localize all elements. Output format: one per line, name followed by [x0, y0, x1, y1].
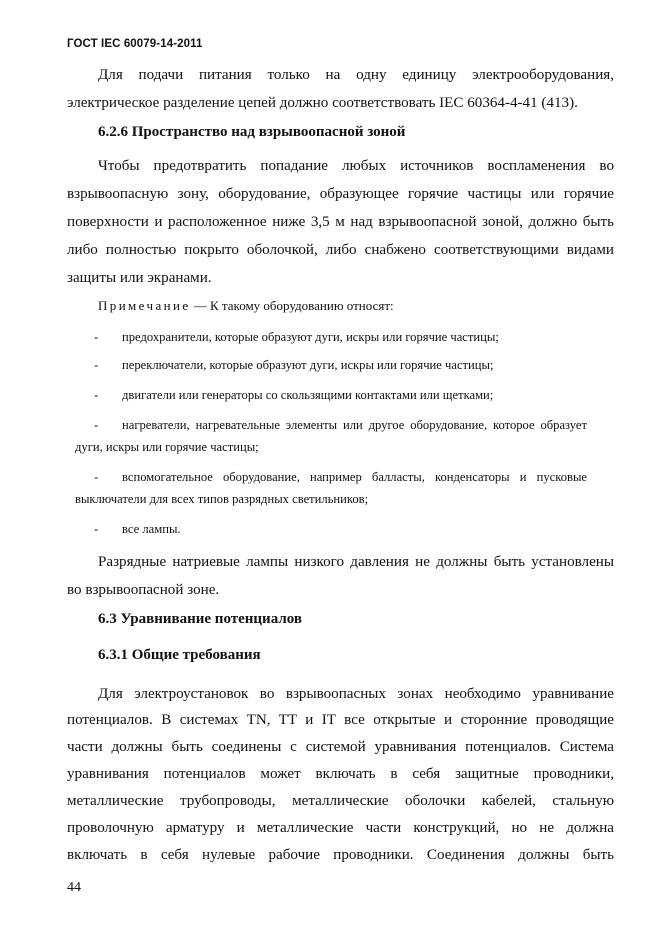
- text-line: поверхности и расположенное ниже 3,5 м над взрывоопасной зоной, должно быть: [67, 214, 614, 230]
- list-dash: -: [94, 330, 99, 344]
- section-heading-6-3-1: 6.3.1 Общие требования: [98, 647, 261, 663]
- text-line: потенциалов. В системах TN, TT и IT все открытые и сторонние проводящие: [67, 712, 614, 728]
- list-item-text: двигатели или генераторы со скользящими контактами или щетками;: [122, 388, 494, 402]
- note-label: Примечание: [98, 298, 191, 313]
- text-line: проволочную арматуру и металлические части конструкций, но не должна: [67, 820, 614, 836]
- text-line: включать в себя нулевые рабочие проводники. Соединения должны быть: [67, 847, 614, 863]
- text-line: во взрывоопасной зоне.: [67, 582, 220, 598]
- text-line: либо полностью покрыто оболочкой, либо снабжено соответствующими видами: [67, 242, 614, 258]
- text-line: металлические трубопроводы, металлические оболочки кабелей, стальную: [67, 793, 614, 809]
- list-dash: -: [94, 388, 99, 402]
- section-heading-6-3: 6.3 Уравнивание потенциалов: [98, 611, 302, 627]
- list-item: [67, 414, 587, 458]
- list-dash: -: [94, 358, 99, 372]
- text-line: Разрядные натриевые лампы низкого давления не должны быть установлены: [98, 554, 614, 570]
- list-dash: -: [94, 418, 99, 432]
- text-line: Для электроустановок во взрывоопасных зонах необходимо уравнивание: [98, 686, 614, 702]
- note-text: — К такому оборудованию относят:: [193, 298, 394, 313]
- text-line: Для подачи питания только на одну единицу электрооборудования,: [98, 67, 614, 83]
- page-number: 44: [67, 880, 81, 895]
- text-line: электрическое разделение цепей должно соответствовать IEC 60364-4-41 (413).: [67, 95, 578, 111]
- section-heading-6-2-6: 6.2.6 Пространство над взрывоопасной зоной: [98, 124, 406, 140]
- document-header: ГОСТ IEC 60079-14-2011: [67, 38, 203, 50]
- text-line: защиты или экранами.: [67, 270, 212, 286]
- list-item-text: нагреватели, нагревательные элементы или другое оборудование, которое образует: [122, 418, 587, 432]
- list-item-text: все лампы.: [122, 522, 181, 536]
- text-line: уравнивания потенциалов может включать в себя защитные проводники,: [67, 766, 614, 782]
- list-item-text: вспомогательное оборудование, например балласты, конденсаторы и пусковые: [122, 470, 587, 484]
- list-item-continuation: выключатели для всех типов разрядных светильников;: [75, 492, 369, 506]
- list-item: [67, 466, 587, 510]
- list-item-text: переключатели, которые образуют дуги, искры или горячие частицы;: [122, 358, 494, 372]
- note: [98, 298, 394, 314]
- list-dash: -: [94, 522, 99, 536]
- text-line: Чтобы предотвратить попадание любых источников воспламенения во: [98, 158, 614, 174]
- list-item-continuation: дуги, искры или горячие частицы;: [75, 440, 259, 454]
- list-dash: -: [94, 470, 99, 484]
- text-line: взрывоопасную зону, оборудование, образующее горячие частицы или горячие: [67, 186, 614, 202]
- list-item-text: предохранители, которые образуют дуги, искры или горячие частицы;: [122, 330, 499, 344]
- text-line: части должны быть соединены с системой уравнивания потенциалов. Система: [67, 739, 614, 755]
